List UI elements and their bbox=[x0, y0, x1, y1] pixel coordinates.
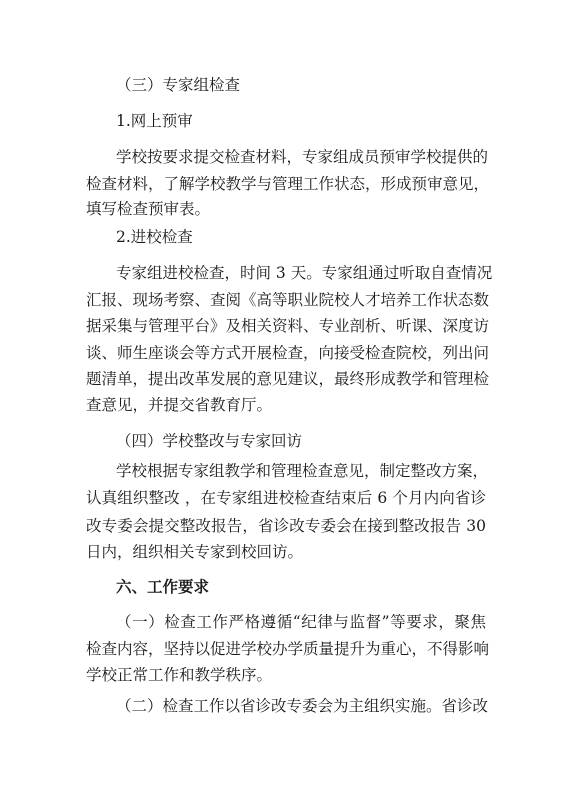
paragraph-line: 查意见，并提交省教育厅。 bbox=[86, 396, 273, 414]
section-heading-work-requirements: 六、工作要求 bbox=[116, 578, 210, 596]
paragraph-line: 汇报、现场考察、查阅《高等职业院校人才培养工作状态数 bbox=[86, 291, 490, 309]
paragraph-line: 学校根据专家组教学和管理检查意见，制定整改方案， bbox=[116, 462, 489, 480]
paragraph-line: 专家组进校检查，时间 3 天。专家组通过听取自查情况 bbox=[116, 264, 493, 282]
subheading-on-site-inspection: 2.进校检查 bbox=[116, 228, 193, 246]
paragraph-line: 学校正常工作和教学秩序。 bbox=[86, 666, 273, 684]
section-heading-expert-inspection: （三）专家组检查 bbox=[116, 76, 241, 94]
paragraph-line: 日内，组织相关专家到校回访。 bbox=[86, 543, 304, 561]
paragraph-line: 据采集与管理平台》及相关资料、专业剖析、听课、深度访 bbox=[86, 317, 490, 335]
section-heading-rectification: （四）学校整改与专家回访 bbox=[116, 432, 303, 450]
paragraph-line: 谈、师生座谈会等方式开展检查，向接受检查院校，列出问 bbox=[86, 344, 490, 362]
paragraph-line: （二）检查工作以省诊改专委会为主组织实施。省诊改 bbox=[116, 697, 489, 715]
paragraph-line: 题清单，提出改革发展的意见建议，最终形成教学和管理检 bbox=[86, 370, 490, 388]
paragraph-line: 填写检查预审表。 bbox=[86, 200, 211, 218]
paragraph-line: （一）检查工作严格遵循“纪律与监督”等要求，聚焦 bbox=[116, 613, 486, 631]
subheading-online-review: 1.网上预审 bbox=[116, 112, 193, 130]
paragraph-line: 改专委会提交整改报告，省诊改专委会在接到整改报告 30 bbox=[86, 517, 486, 535]
paragraph-line: 检查材料，了解学校教学与管理工作状态，形成预审意见， bbox=[86, 175, 490, 193]
paragraph-line: 检查内容，坚持以促进学校办学质量提升为重心，不得影响 bbox=[86, 640, 490, 658]
paragraph-line: 认真组织整改 ，在专家组进校检查结束后 6 个月内向省诊 bbox=[86, 489, 486, 507]
paragraph-line: 学校按要求提交检查材料，专家组成员预审学校提供的 bbox=[116, 148, 489, 166]
